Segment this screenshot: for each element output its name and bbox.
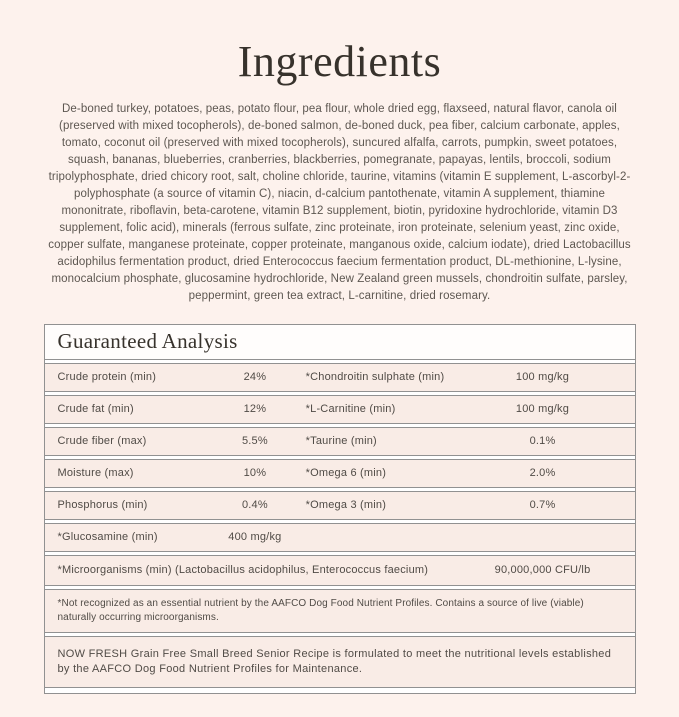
nutrient-label: *Taurine (min) [305, 435, 377, 448]
table-row-crude-protein [45, 363, 635, 392]
table-row-crude-fiber [45, 427, 635, 456]
nutrient-label: *Omega 6 (min) [305, 467, 387, 480]
table-row-phosphorus [45, 491, 635, 520]
nutrient-label: *Chondroitin sulphate (min) [305, 371, 445, 384]
nutrient-value: 90,000,000 CFU/lb [494, 564, 591, 577]
nutrient-label: *Omega 3 (min) [305, 499, 387, 512]
table-row-moisture [45, 459, 635, 488]
nutrient-value: 2.0% [529, 467, 556, 480]
nutrient-value: 5.5% [241, 435, 268, 448]
ingredients-paragraph: De-boned turkey, potatoes, peas, potato flour, pea flour, whole dried egg, flaxseed, natural flavor, canola oil (preserved with mixed tocopherols), de-boned salmon, de-boned duck, pea fiber, calcium carbonate, apples, tomato, coconut oil (preserved with mixed tocopherols), suncured alfalfa, carrots, pumpkin, sweet potatoes, squash, bananas, blueberries, cranberries, blackberries, pomegranate, papayas, lentils, broccoli, sodium tripolyphosphate, dried chicory root, salt, choline chloride, taurine, vitamins (vitamin E supplement, L-ascorbyl-2-polyphosphate (a source of vitamin C), niacin, d-calcium pantothenate, vitamin A supplement, thiamine mononitrate, riboflavin, beta-carotene, vitamin B12 supplement, biotin, pyridoxine hydrochloride, vitamin D3 supplement, folic acid), minerals (ferrous sulfate, zinc proteinate, iron proteinate, selenium yeast, zinc oxide, copper sulfate, manganese proteinate, copper proteinate, manganous oxide, calcium iodate), dried Lactobacillus acidophilus fermentation product, dried Enterococcus faecium fermentation product, DL-methionine, L-lysine, monocalcium phosphate, glucosamine hydrochloride, New Zealand green mussels, chondroitin sulfate, parsley, peppermint, green tea extract, L-carnitine, dried rosemary. [48, 103, 631, 303]
nutrient-label: Crude fat (min) [57, 403, 134, 416]
table-row-glucosamine [45, 523, 635, 552]
label-page [0, 38, 679, 694]
nutrient-value: 0.7% [529, 499, 556, 512]
nutrient-value: 100 mg/kg [515, 403, 570, 416]
table-row-microorganisms [45, 555, 635, 586]
footnote-formulation-statement: NOW FRESH Grain Free Small Breed Senior Recipe is formulated to meet the nutritional levels established by the AAFCO Dog Food Nutrient Profiles for Maintenance. [45, 636, 635, 688]
nutrient-label: *L-Carnitine (min) [305, 403, 396, 416]
nutrient-value: 0.4% [241, 499, 268, 512]
nutrient-label: Crude protein (min) [57, 371, 157, 384]
nutrient-label: Phosphorus (min) [57, 499, 148, 512]
footnote-aafco-nutrient: *Not recognized as an essential nutrient by the AAFCO Dog Food Nutrient Profiles. Contains a source of live (viable) naturally occurring microorganisms. [45, 589, 635, 633]
nutrient-label: *Microorganisms (min) (Lactobacillus acidophilus, Enterococcus faecium) [57, 564, 429, 577]
guaranteed-analysis-header [45, 325, 635, 360]
nutrient-value: 24% [243, 371, 267, 384]
nutrient-value: 400 mg/kg [228, 531, 282, 544]
table-row-crude-fat [45, 395, 635, 424]
nutrient-value: 10% [243, 467, 267, 480]
guaranteed-analysis-table [44, 324, 636, 694]
nutrient-label: *Glucosamine (min) [57, 531, 158, 544]
nutrient-label: Crude fiber (max) [57, 435, 147, 448]
nutrient-value: 12% [243, 403, 267, 416]
nutrient-value: 0.1% [529, 435, 556, 448]
page-title: Ingredients [237, 37, 442, 86]
nutrient-label: Moisture (max) [57, 467, 134, 480]
guaranteed-analysis-title: Guaranteed Analysis [57, 329, 238, 354]
nutrient-value: 100 mg/kg [515, 371, 570, 384]
